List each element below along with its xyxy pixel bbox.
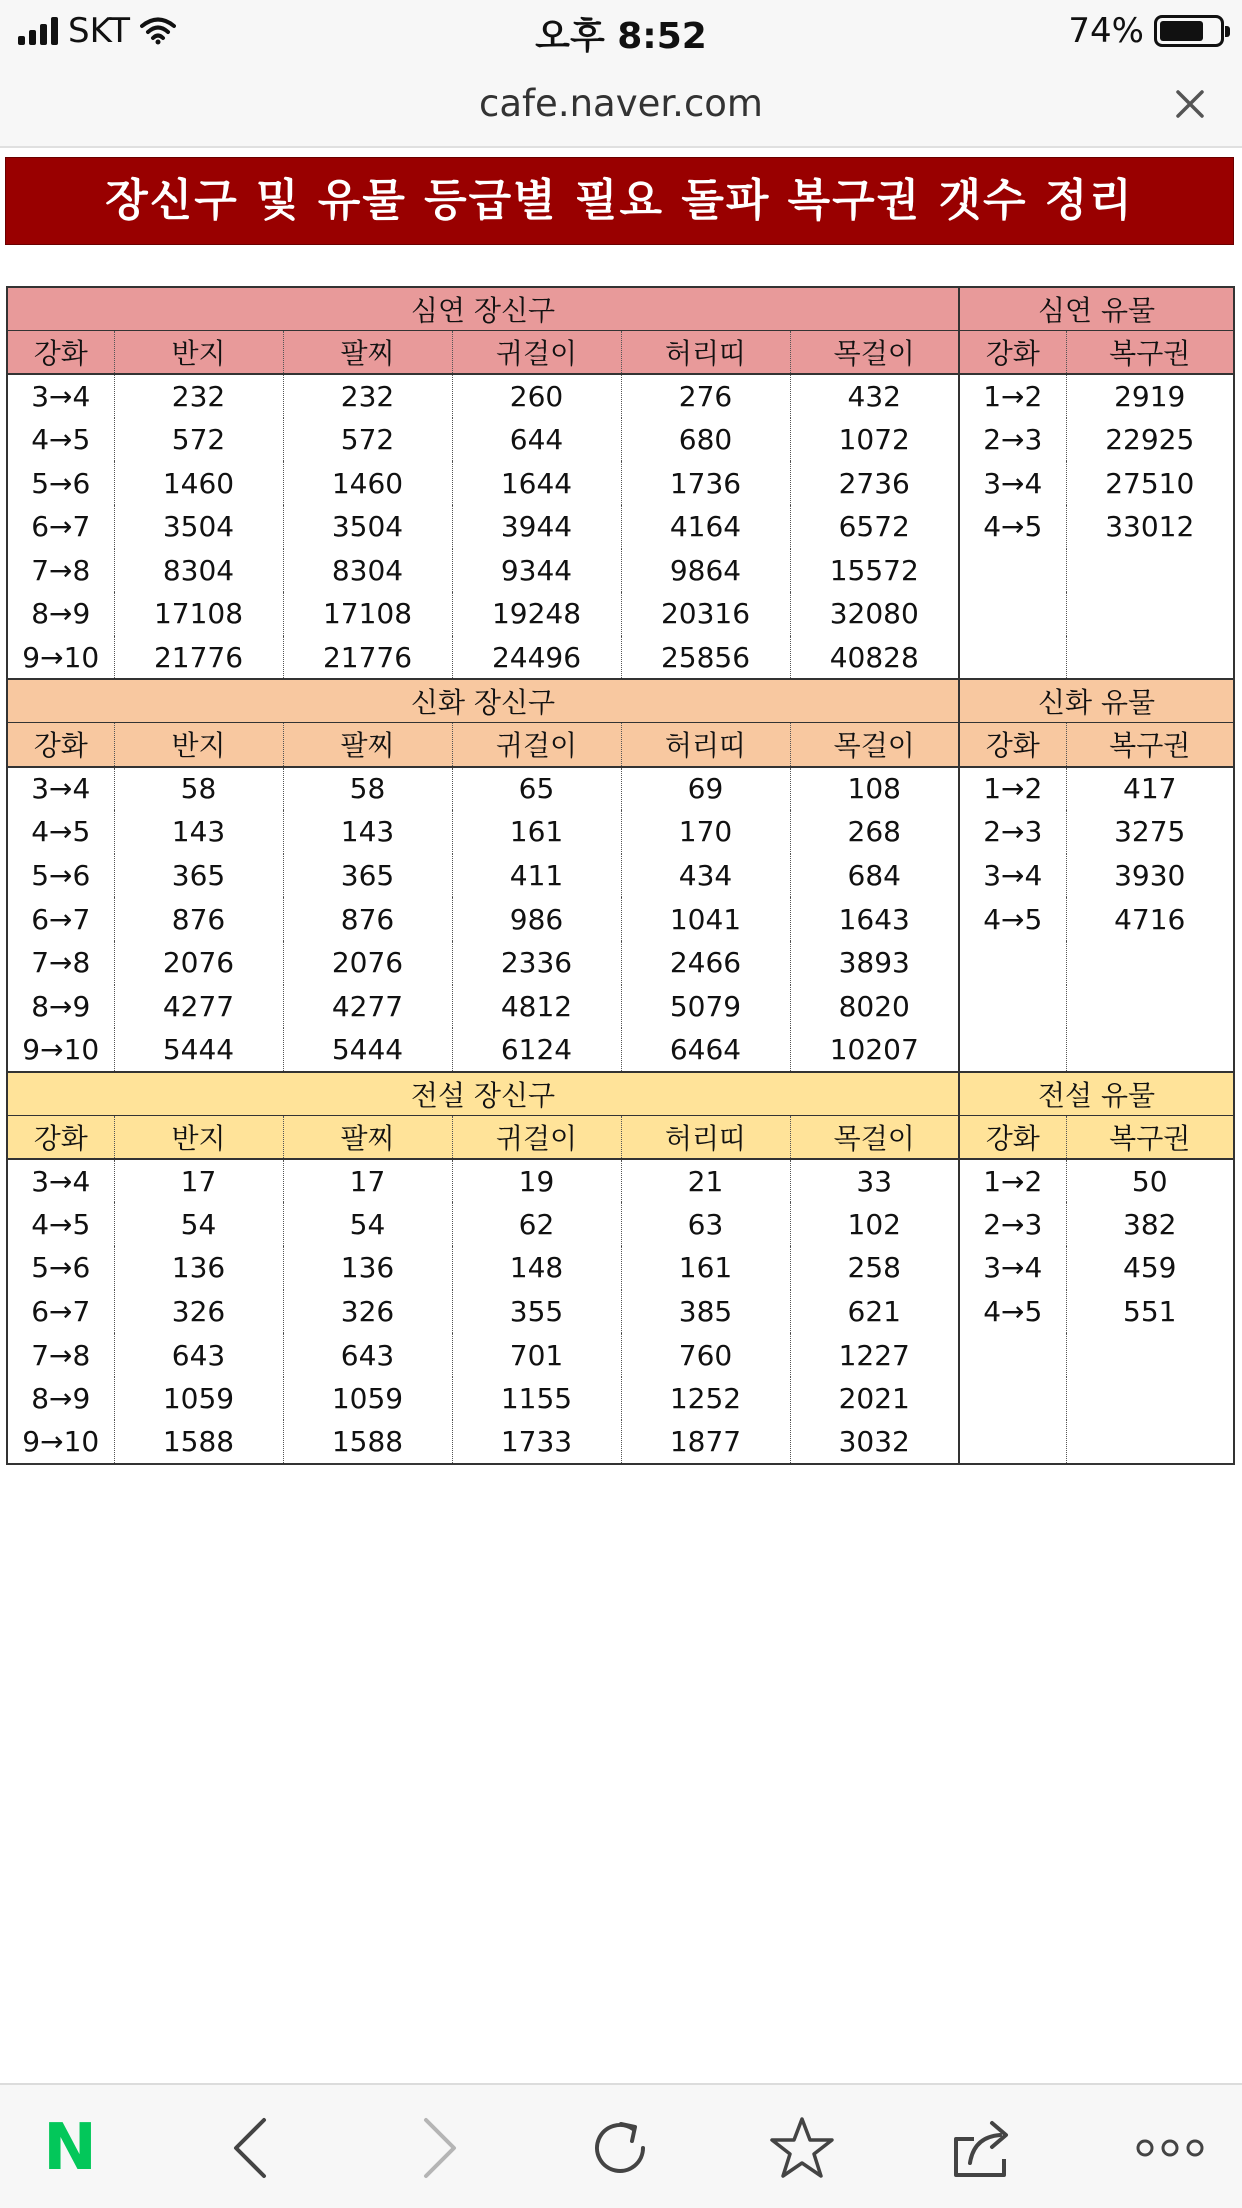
column-header: 허리띠	[621, 723, 790, 767]
relic-cell	[1066, 636, 1234, 680]
relic-section-title: 신화 유물	[959, 679, 1234, 723]
url-label[interactable]: cafe.naver.com	[479, 82, 763, 125]
enhancement-table	[6, 286, 1235, 1465]
relic-cell: 1→2	[959, 767, 1066, 811]
relic-cell	[1066, 1420, 1234, 1464]
relic-cell	[959, 1420, 1066, 1464]
column-header-row	[7, 723, 1234, 767]
relic-cell: 2→3	[959, 810, 1066, 854]
battery-level	[1160, 21, 1203, 41]
relic-cell	[1066, 1333, 1234, 1377]
column-header: 팔찌	[283, 723, 452, 767]
table-row	[7, 636, 1234, 680]
table-cell: 21776	[283, 636, 452, 680]
relic-cell: 4→5	[959, 1290, 1066, 1334]
relic-cell: 3→4	[959, 854, 1066, 898]
table-cell: 5444	[283, 1028, 452, 1072]
column-header-row	[7, 1115, 1234, 1159]
column-header: 귀걸이	[452, 1115, 621, 1159]
table-cell: 1059	[283, 1377, 452, 1421]
relic-cell	[959, 549, 1066, 593]
browser-toolbar	[0, 2083, 1242, 2208]
relic-cell: 3→4	[959, 461, 1066, 505]
table-row	[7, 1290, 1234, 1334]
table-row	[7, 549, 1234, 593]
naver-home-button[interactable]	[32, 2110, 108, 2186]
table-cell: 7→8	[7, 1333, 114, 1377]
relic-cell: 1→2	[959, 1159, 1066, 1203]
column-header: 팔찌	[283, 331, 452, 375]
relic-cell	[1066, 1028, 1234, 1072]
table-row	[7, 461, 1234, 505]
relic-cell: 3275	[1066, 810, 1234, 854]
table-cell: 326	[114, 1290, 283, 1334]
share-icon	[950, 2115, 1018, 2181]
column-header: 귀걸이	[452, 723, 621, 767]
table-cell: 63	[621, 1202, 790, 1246]
table-cell: 108	[790, 767, 959, 811]
table-cell: 621	[790, 1290, 959, 1334]
table-row	[7, 941, 1234, 985]
table-cell: 365	[283, 854, 452, 898]
table-cell: 102	[790, 1202, 959, 1246]
table-cell: 7→8	[7, 549, 114, 593]
relic-cell: 22925	[1066, 418, 1234, 462]
table-cell: 3893	[790, 941, 959, 985]
table-cell: 161	[621, 1246, 790, 1290]
relic-cell: 1→2	[959, 374, 1066, 418]
table-cell: 4→5	[7, 1202, 114, 1246]
table-cell: 1460	[114, 461, 283, 505]
column-header: 복구권	[1066, 1115, 1234, 1159]
table-cell: 6→7	[7, 897, 114, 941]
table-cell: 4→5	[7, 810, 114, 854]
forward-button[interactable]	[402, 2110, 478, 2186]
relic-cell	[959, 1333, 1066, 1377]
share-button[interactable]	[946, 2110, 1022, 2186]
table-cell: 701	[452, 1333, 621, 1377]
table-cell: 1644	[452, 461, 621, 505]
table-cell: 643	[283, 1333, 452, 1377]
table-row	[7, 1420, 1234, 1464]
status-bar	[0, 0, 1242, 62]
accessory-section-title: 심연 장신구	[7, 287, 959, 331]
chevron-left-icon	[230, 2116, 270, 2180]
table-cell: 5→6	[7, 461, 114, 505]
table-cell: 9864	[621, 549, 790, 593]
table-cell: 9→10	[7, 1420, 114, 1464]
table-row	[7, 767, 1234, 811]
more-icon	[1135, 2138, 1205, 2158]
table-cell: 54	[114, 1202, 283, 1246]
table-cell: 434	[621, 854, 790, 898]
relic-cell	[959, 941, 1066, 985]
relic-cell	[1066, 941, 1234, 985]
table-cell: 684	[790, 854, 959, 898]
section-title-row	[7, 1072, 1234, 1116]
table-cell: 3→4	[7, 374, 114, 418]
column-header: 반지	[114, 1115, 283, 1159]
table-cell: 3→4	[7, 767, 114, 811]
relic-cell: 3930	[1066, 854, 1234, 898]
table-row	[7, 1202, 1234, 1246]
table-cell: 1155	[452, 1377, 621, 1421]
table-cell: 3032	[790, 1420, 959, 1464]
table-cell: 17	[114, 1159, 283, 1203]
table-cell: 136	[114, 1246, 283, 1290]
table-cell: 1072	[790, 418, 959, 462]
table-cell: 1733	[452, 1420, 621, 1464]
table-cell: 143	[283, 810, 452, 854]
chevron-right-icon	[420, 2116, 460, 2180]
table-cell: 326	[283, 1290, 452, 1334]
table-cell: 148	[452, 1246, 621, 1290]
table-cell: 58	[283, 767, 452, 811]
table-cell: 365	[114, 854, 283, 898]
table-row	[7, 1246, 1234, 1290]
table-row	[7, 592, 1234, 636]
accessory-section-title: 전설 장신구	[7, 1072, 959, 1116]
column-header: 강화	[7, 1115, 114, 1159]
table-cell: 9→10	[7, 1028, 114, 1072]
table-cell: 644	[452, 418, 621, 462]
table-cell: 1059	[114, 1377, 283, 1421]
table-cell: 5444	[114, 1028, 283, 1072]
relic-section-title: 전설 유물	[959, 1072, 1234, 1116]
naver-logo: N	[43, 2111, 97, 2185]
address-bar	[0, 62, 1242, 148]
accessory-section-title: 신화 장신구	[7, 679, 959, 723]
table-row	[7, 418, 1234, 462]
table-cell: 170	[621, 810, 790, 854]
battery-percent: 74%	[1068, 11, 1144, 51]
table-cell: 54	[283, 1202, 452, 1246]
table-row	[7, 810, 1234, 854]
column-header: 강화	[959, 1115, 1066, 1159]
table-cell: 572	[283, 418, 452, 462]
table-cell: 21	[621, 1159, 790, 1203]
close-icon[interactable]	[1168, 82, 1212, 126]
relic-cell: 27510	[1066, 461, 1234, 505]
table-row	[7, 985, 1234, 1029]
relic-cell	[1066, 1377, 1234, 1421]
column-header: 복구권	[1066, 723, 1234, 767]
table-cell: 24496	[452, 636, 621, 680]
table-cell: 6464	[621, 1028, 790, 1072]
table-cell: 21776	[114, 636, 283, 680]
back-button[interactable]	[212, 2110, 288, 2186]
table-cell: 2021	[790, 1377, 959, 1421]
table-cell: 2336	[452, 941, 621, 985]
table-cell: 4277	[283, 985, 452, 1029]
relic-cell: 3→4	[959, 1246, 1066, 1290]
table-cell: 7→8	[7, 941, 114, 985]
relic-cell	[959, 636, 1066, 680]
table-cell: 2466	[621, 941, 790, 985]
more-button[interactable]	[1130, 2110, 1210, 2186]
table-cell: 232	[114, 374, 283, 418]
table-cell: 8020	[790, 985, 959, 1029]
status-right	[1068, 10, 1224, 52]
column-header: 반지	[114, 723, 283, 767]
table-cell: 9344	[452, 549, 621, 593]
table-cell: 1252	[621, 1377, 790, 1421]
reload-icon	[587, 2115, 653, 2181]
table-cell: 268	[790, 810, 959, 854]
table-cell: 1460	[283, 461, 452, 505]
table-cell: 6572	[790, 505, 959, 549]
column-header: 강화	[7, 723, 114, 767]
column-header: 강화	[959, 723, 1066, 767]
table-cell: 19248	[452, 592, 621, 636]
relic-cell: 382	[1066, 1202, 1234, 1246]
column-header: 복구권	[1066, 331, 1234, 375]
relic-cell: 4→5	[959, 505, 1066, 549]
table-cell: 4→5	[7, 418, 114, 462]
column-header-row	[7, 331, 1234, 375]
table-cell: 40828	[790, 636, 959, 680]
status-time: 오후 8:52	[535, 16, 707, 57]
table-cell: 25856	[621, 636, 790, 680]
relic-cell	[1066, 549, 1234, 593]
table-cell: 20316	[621, 592, 790, 636]
relic-cell: 2→3	[959, 1202, 1066, 1246]
table-cell: 62	[452, 1202, 621, 1246]
table-cell: 4812	[452, 985, 621, 1029]
relic-section-title: 심연 유물	[959, 287, 1234, 331]
relic-cell	[959, 1377, 1066, 1421]
table-cell: 17108	[114, 592, 283, 636]
table-cell: 6→7	[7, 1290, 114, 1334]
table-row	[7, 1333, 1234, 1377]
table-row	[7, 374, 1234, 418]
table-cell: 32080	[790, 592, 959, 636]
table-cell: 8→9	[7, 985, 114, 1029]
table-cell: 643	[114, 1333, 283, 1377]
relic-cell	[1066, 985, 1234, 1029]
table-cell: 17108	[283, 592, 452, 636]
relic-cell: 417	[1066, 767, 1234, 811]
relic-cell: 50	[1066, 1159, 1234, 1203]
table-cell: 276	[621, 374, 790, 418]
section-title-row	[7, 679, 1234, 723]
table-row	[7, 897, 1234, 941]
table-cell: 1877	[621, 1420, 790, 1464]
table-cell: 8304	[114, 549, 283, 593]
table-cell: 232	[283, 374, 452, 418]
table-cell: 5→6	[7, 854, 114, 898]
table-cell: 17	[283, 1159, 452, 1203]
table-cell: 1643	[790, 897, 959, 941]
table-cell: 2076	[114, 941, 283, 985]
table-cell: 9→10	[7, 636, 114, 680]
table-cell: 19	[452, 1159, 621, 1203]
table-cell: 3504	[114, 505, 283, 549]
table-cell: 411	[452, 854, 621, 898]
relic-cell: 551	[1066, 1290, 1234, 1334]
page-banner: 장신구 및 유물 등급별 필요 돌파 복구권 갯수 정리	[5, 157, 1234, 245]
table-cell: 1588	[114, 1420, 283, 1464]
relic-cell: 33012	[1066, 505, 1234, 549]
table-cell: 65	[452, 767, 621, 811]
table-cell: 572	[114, 418, 283, 462]
table-cell: 760	[621, 1333, 790, 1377]
relic-cell	[1066, 592, 1234, 636]
table-cell: 1041	[621, 897, 790, 941]
table-cell: 6→7	[7, 505, 114, 549]
carrier-label: SKT	[68, 11, 131, 51]
table-cell: 2076	[283, 941, 452, 985]
relic-cell: 459	[1066, 1246, 1234, 1290]
table-row	[7, 1377, 1234, 1421]
column-header: 강화	[7, 331, 114, 375]
column-header: 반지	[114, 331, 283, 375]
table-cell: 260	[452, 374, 621, 418]
table-cell: 876	[114, 897, 283, 941]
table-row	[7, 1028, 1234, 1072]
table-cell: 33	[790, 1159, 959, 1203]
table-cell: 355	[452, 1290, 621, 1334]
table-cell: 986	[452, 897, 621, 941]
table-cell: 258	[790, 1246, 959, 1290]
table-cell: 3944	[452, 505, 621, 549]
table-cell: 432	[790, 374, 959, 418]
table-cell: 8→9	[7, 592, 114, 636]
relic-cell	[959, 592, 1066, 636]
table-cell: 136	[283, 1246, 452, 1290]
table-cell: 1227	[790, 1333, 959, 1377]
column-header: 허리띠	[621, 331, 790, 375]
table-row	[7, 505, 1234, 549]
column-header: 목걸이	[790, 723, 959, 767]
bookmark-button[interactable]	[764, 2110, 840, 2186]
table-cell: 161	[452, 810, 621, 854]
reload-button[interactable]	[582, 2110, 658, 2186]
table-cell: 680	[621, 418, 790, 462]
table-cell: 5→6	[7, 1246, 114, 1290]
column-header: 목걸이	[790, 1115, 959, 1159]
relic-cell: 4716	[1066, 897, 1234, 941]
relic-cell	[959, 1028, 1066, 1072]
table-cell: 58	[114, 767, 283, 811]
column-header: 팔찌	[283, 1115, 452, 1159]
section-title-row	[7, 287, 1234, 331]
column-header: 강화	[959, 331, 1066, 375]
table-cell: 5079	[621, 985, 790, 1029]
table-cell: 385	[621, 1290, 790, 1334]
column-header: 귀걸이	[452, 331, 621, 375]
relic-cell: 2→3	[959, 418, 1066, 462]
table-cell: 143	[114, 810, 283, 854]
table-cell: 2736	[790, 461, 959, 505]
table-cell: 1588	[283, 1420, 452, 1464]
battery-icon	[1154, 15, 1224, 47]
table-cell: 15572	[790, 549, 959, 593]
table-cell: 8→9	[7, 1377, 114, 1421]
table-cell: 4277	[114, 985, 283, 1029]
table-row	[7, 1159, 1234, 1203]
table-cell: 6124	[452, 1028, 621, 1072]
relic-cell: 4→5	[959, 897, 1066, 941]
table-cell: 3→4	[7, 1159, 114, 1203]
star-icon	[769, 2115, 835, 2181]
table-cell: 8304	[283, 549, 452, 593]
table-cell: 4164	[621, 505, 790, 549]
relic-cell	[959, 985, 1066, 1029]
table-cell: 69	[621, 767, 790, 811]
table-cell: 10207	[790, 1028, 959, 1072]
table-row	[7, 854, 1234, 898]
column-header: 목걸이	[790, 331, 959, 375]
table-cell: 3504	[283, 505, 452, 549]
column-header: 허리띠	[621, 1115, 790, 1159]
table-cell: 1736	[621, 461, 790, 505]
table-cell: 876	[283, 897, 452, 941]
relic-cell: 2919	[1066, 374, 1234, 418]
